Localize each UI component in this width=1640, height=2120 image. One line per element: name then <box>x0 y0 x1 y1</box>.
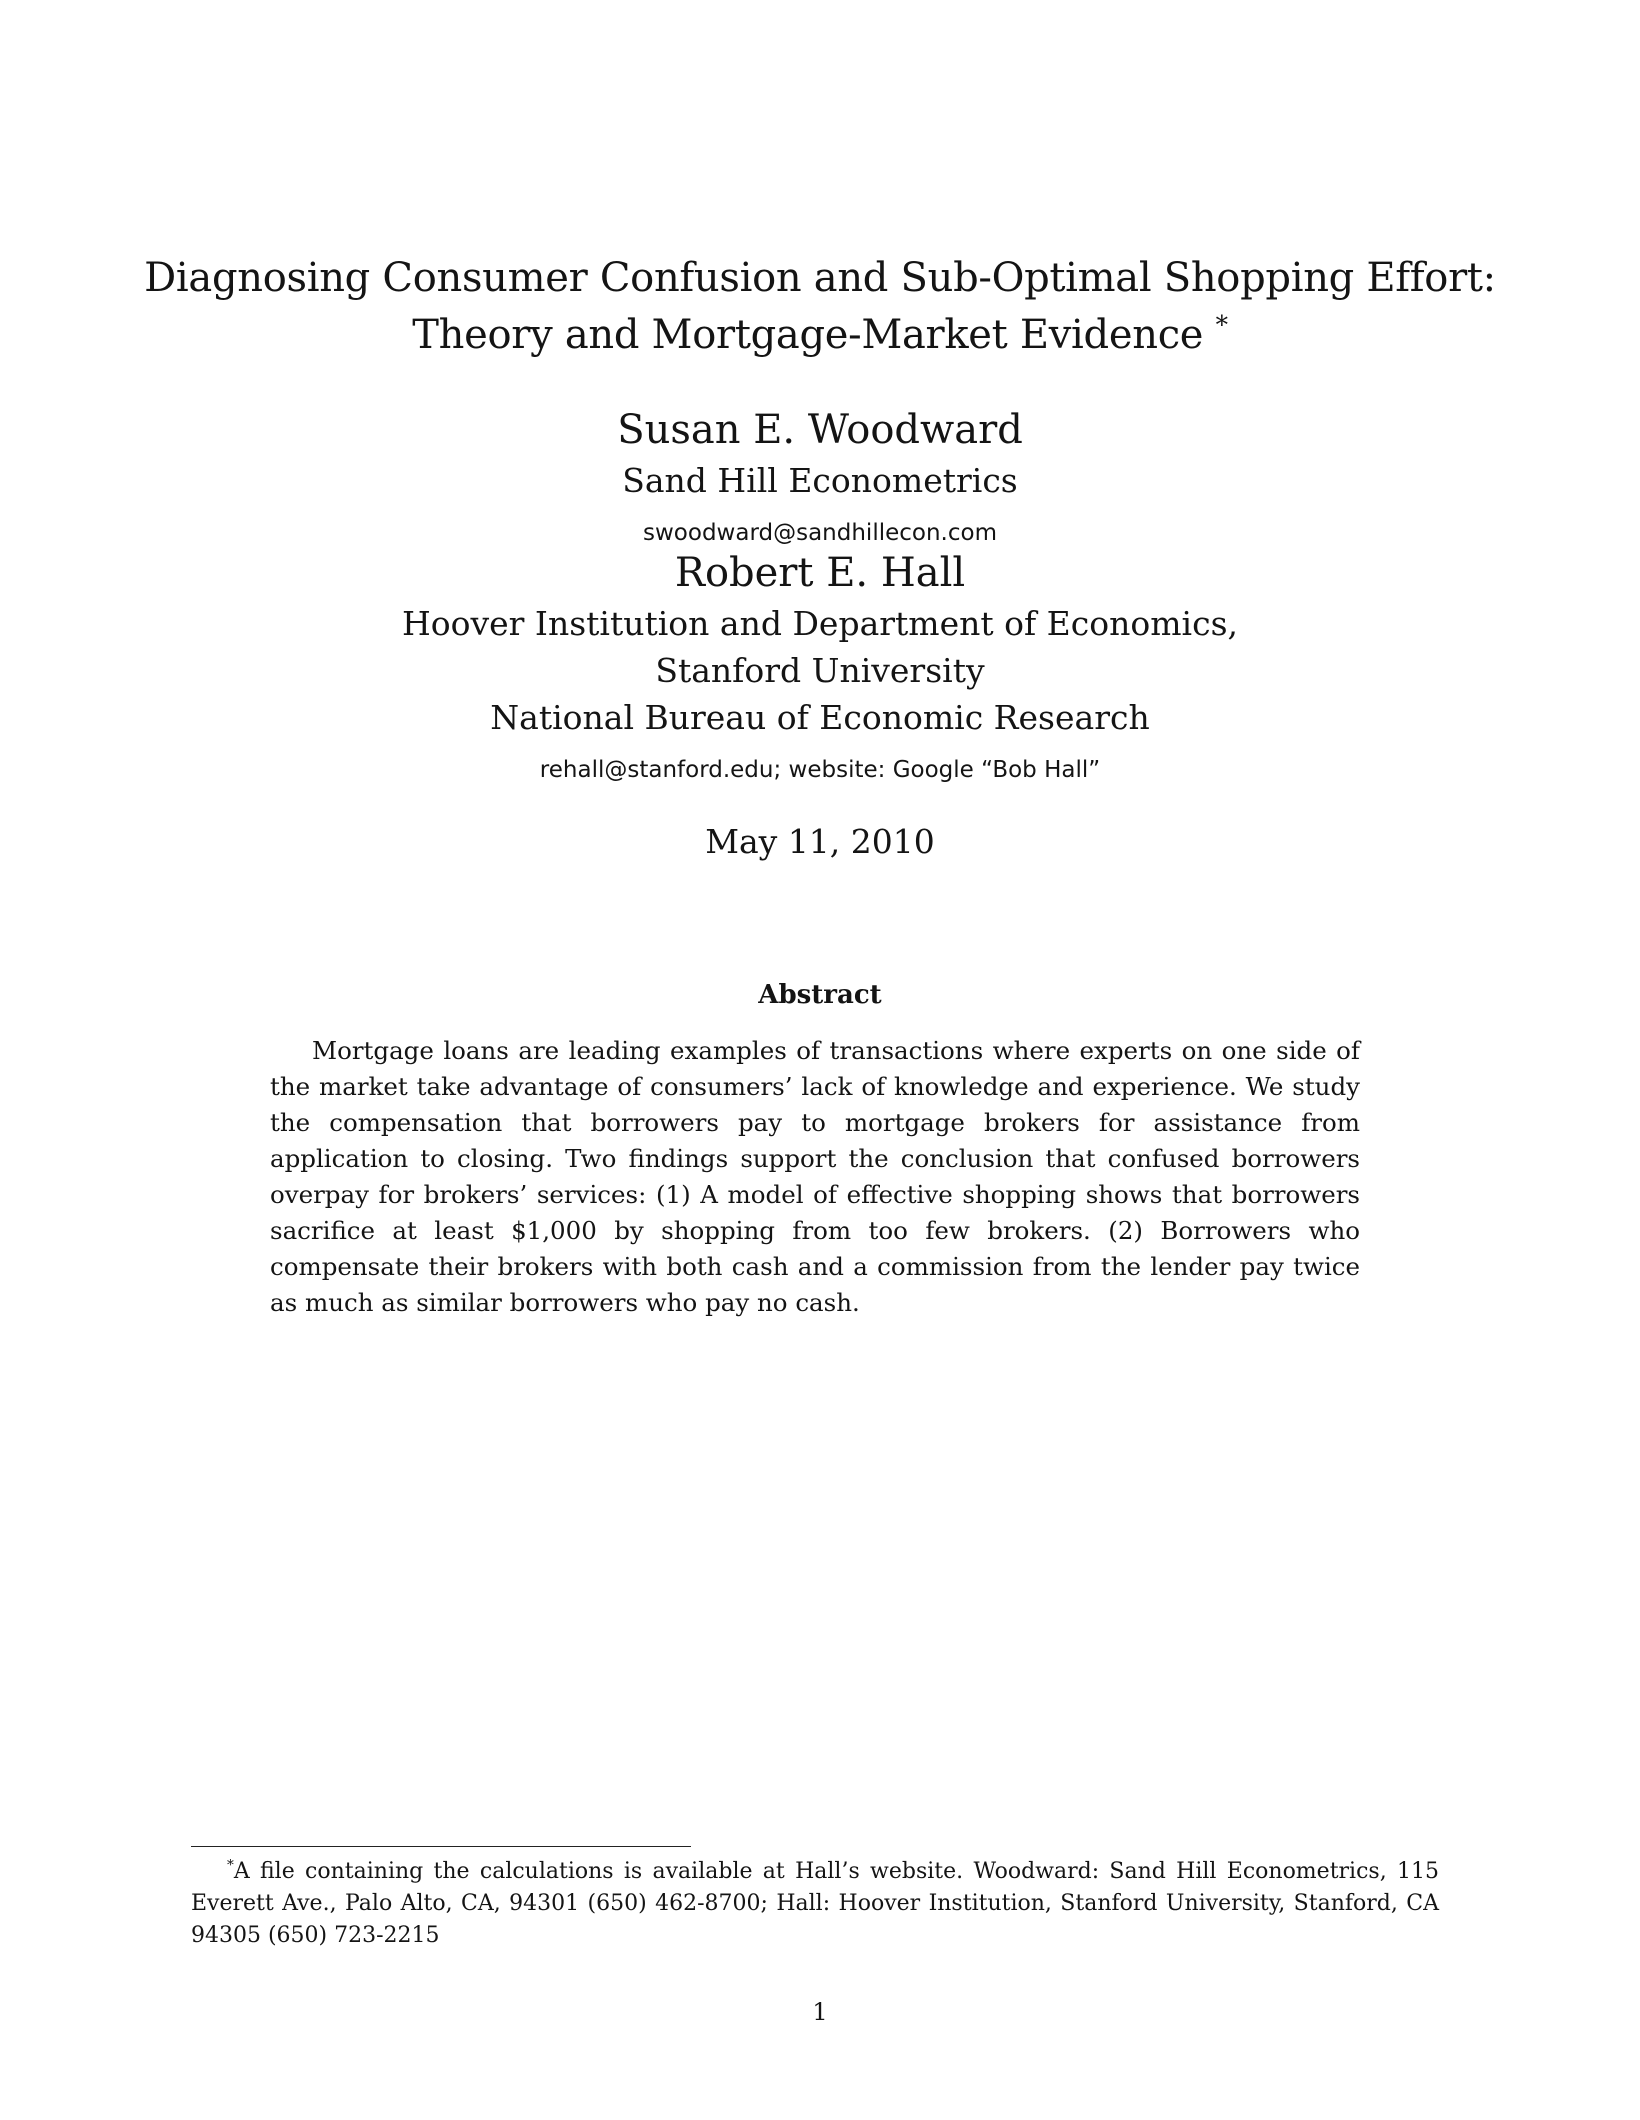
footnote-rule <box>191 1846 691 1847</box>
footnote-marker: * <box>227 1857 234 1874</box>
title-line-2 <box>0 312 1640 358</box>
author-affiliation-2b: Stanford University <box>655 651 985 690</box>
abstract-heading: Abstract <box>758 980 882 1010</box>
title-footnote-marker: * <box>1215 310 1228 340</box>
author-affiliation-1: Sand Hill Econometrics <box>622 461 1018 500</box>
footnote <box>191 1856 1439 1952</box>
footnote-text: A file containing the calculations is available at Hall’s website. Woodward: Sand Hill Econometrics, 115 Everett Ave., Palo Alto, CA, 94301 (650) 462-8700; Hall: Hoover Institution, Stanford University, Stanford, CA 94305 (650) 723-2215 <box>191 1859 1439 1948</box>
paper-date: May 11, 2010 <box>705 822 935 861</box>
title-text-2: Theory and Mortgage-Market Evidence <box>412 312 1204 358</box>
author-email-1: swoodward@sandhillecon.com <box>643 520 997 546</box>
author-name-2: Robert E. Hall <box>674 550 966 596</box>
title-line-1 <box>0 255 1640 301</box>
abstract-body: Mortgage loans are leading examples of transactions where experts on one side of the market take advantage of consumers’ lack of knowledge and experience. We study the compensation that borrowers pay to mortgage brokers for assistance from application to closing. Two findings support the conclusion that confused borrowers overpay for brokers’ services: (1) A model of effective shopping shows that borrowers sacrifice at least $1,000 by shopping from too few brokers. (2) Borrowers who compensate their brokers with both cash and a commission from the lender pay twice as much as similar borrowers who pay no cash. <box>270 1036 1360 1317</box>
author-affiliation-2c: National Bureau of Economic Research <box>490 698 1150 737</box>
author-email-2: rehall@stanford.edu; website: Google “Bob Hall” <box>539 757 1101 783</box>
title-text-1: Diagnosing Consumer Confusion and Sub-Optimal Shopping Effort: <box>144 255 1496 301</box>
page-number: 1 <box>812 1998 828 2026</box>
author-name-1: Susan E. Woodward <box>617 407 1023 453</box>
author-affiliation-2a: Hoover Institution and Department of Economics, <box>401 604 1238 643</box>
